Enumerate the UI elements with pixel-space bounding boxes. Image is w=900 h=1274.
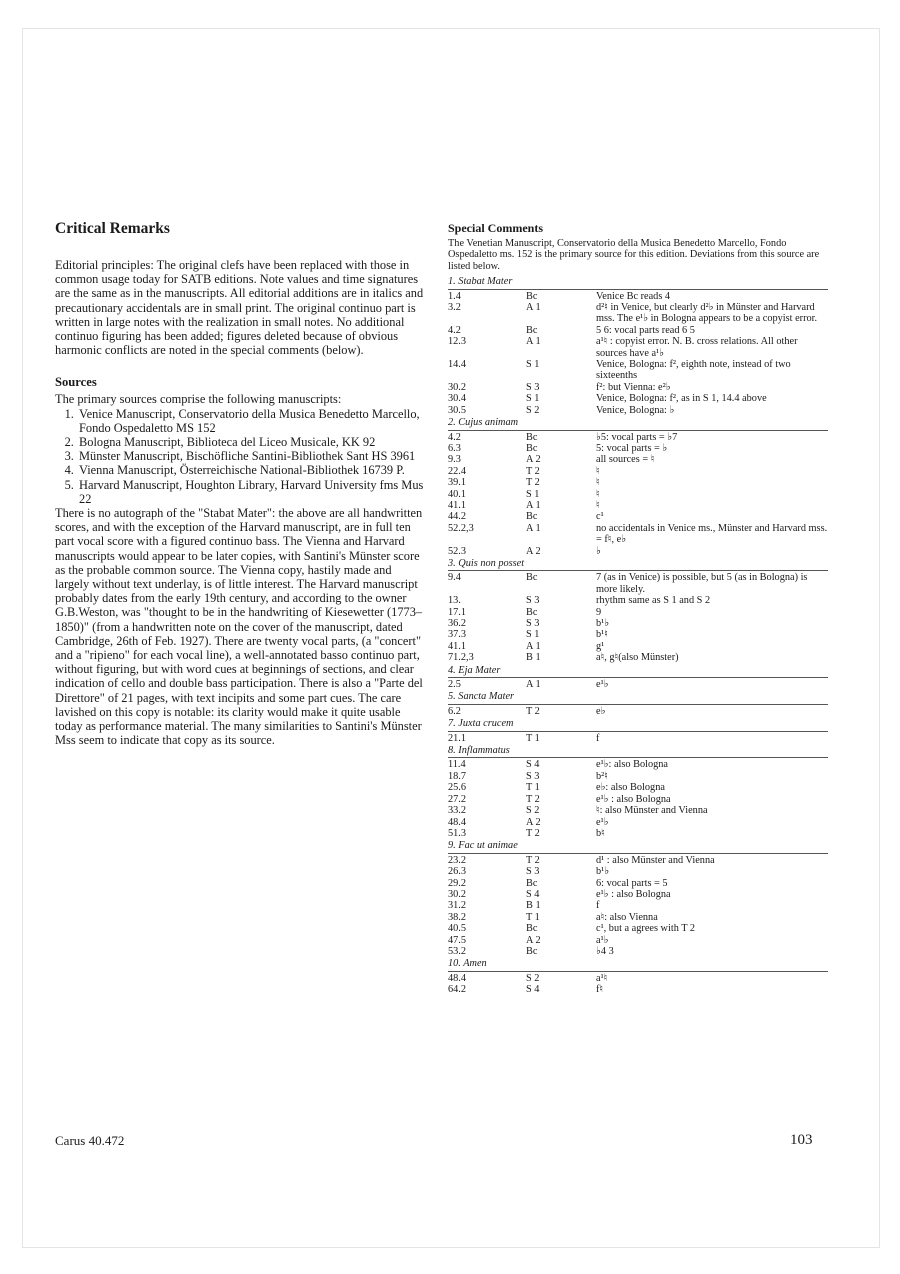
remark-row (448, 443, 828, 454)
part-cell: Bc (526, 290, 538, 302)
remark-row (448, 652, 828, 663)
note-cell: ♭ (596, 545, 601, 557)
measure-cell: 30.4 (448, 393, 467, 405)
remark-row (448, 935, 828, 946)
note-cell: 5: vocal parts = ♭ (596, 442, 668, 454)
note-cell: f²: but Vienna: e²♭ (596, 381, 671, 393)
part-cell: S 3 (526, 866, 540, 878)
part-cell: T 2 (526, 477, 540, 489)
remark-row (448, 912, 828, 923)
measure-cell: 44.2 (448, 511, 467, 523)
remark-row (448, 805, 828, 816)
remark-row (448, 771, 828, 782)
part-cell: T 1 (526, 732, 540, 744)
note-cell: d²♮ in Venice, but clearly d²♭ in Münster and Harvard mss. The e¹♭ in Bologna appears to be a copyist error. (596, 302, 818, 325)
measure-cell: 29.2 (448, 877, 467, 889)
remark-row (448, 706, 828, 717)
part-cell: A 1 (526, 336, 541, 348)
part-cell: Bc (526, 511, 538, 523)
remark-row (448, 382, 828, 393)
measure-cell: 36.2 (448, 618, 467, 629)
measure-cell: 6.3 (448, 442, 461, 454)
note-cell: d¹ : also Münster and Vienna (596, 854, 715, 866)
remark-row (448, 629, 828, 640)
part-cell: S 1 (526, 488, 540, 500)
measure-cell: 52.3 (448, 545, 467, 557)
note-cell: ♮ (596, 488, 600, 500)
remark-row (448, 336, 828, 359)
note-cell: e♭ (596, 705, 606, 717)
measure-cell: 1.4 (448, 290, 461, 302)
note-cell: ♮ (596, 465, 600, 477)
measure-cell: 3.2 (448, 302, 461, 314)
note-cell: no accidentals in Venice ms., Münster and Harvard mss. = f♮, e♭ (596, 522, 828, 546)
measure-cell: 41.1 (448, 640, 467, 652)
remark-row (448, 607, 828, 618)
note-cell: 7 (as in Venice) is possible, but 5 (as in Bologna) is more likely. (596, 572, 808, 595)
remark-row (448, 302, 828, 325)
note-cell: c¹, but a agrees with T 2 (596, 923, 696, 935)
remark-row (448, 794, 828, 805)
critical-remarks-column (55, 220, 427, 748)
measure-cell: 37.3 (448, 629, 467, 641)
section-title: 5. Sancta Mater (448, 691, 828, 704)
sources-intro: The primary sources comprise the following manuscripts: (55, 392, 342, 407)
part-cell: S 3 (526, 595, 540, 607)
section-title: 1. Stabat Mater (448, 276, 828, 289)
source-item: 3. Münster Manuscript, Bischöfliche Santini-Bibliothek Sant HS 3961 (77, 449, 427, 463)
note-cell: 9 (596, 606, 602, 618)
remark-row (448, 923, 828, 934)
measure-cell: 18.7 (448, 770, 467, 782)
remark-row (448, 828, 828, 839)
note-cell: b♮ (596, 827, 605, 839)
note-cell: all sources = ♮ (596, 454, 655, 466)
sources-heading: Sources (55, 375, 97, 390)
remark-row (448, 454, 828, 465)
note-cell: b¹♭ (596, 618, 610, 629)
part-cell: A 1 (526, 679, 541, 691)
part-cell: T 2 (526, 793, 540, 805)
page-title: Critical Remarks (55, 220, 170, 237)
remarks-sections (448, 276, 828, 995)
note-cell: e¹♭ : also Bologna (596, 793, 671, 805)
source-item: 4. Vienna Manuscript, Österreichische National-Bibliothek 16739 P. (77, 463, 427, 477)
note-cell: ♮ (596, 499, 600, 511)
part-cell: T 1 (526, 782, 540, 794)
remark-row (448, 759, 828, 770)
part-cell: S 4 (526, 759, 540, 771)
remark-row (448, 889, 828, 900)
special-comments-intro: The Venetian Manuscript, Conservatorio della Musica Benedetto Marcello, Fondo Ospedaletto ms. 152 is the primary source for this edition. Deviations from this source are listed below. (448, 238, 820, 272)
measure-cell: 4.2 (448, 324, 461, 336)
remark-row (448, 855, 828, 866)
part-cell: T 2 (526, 854, 540, 866)
remark-row (448, 393, 828, 404)
part-cell: S 3 (526, 618, 540, 629)
measure-cell: 9.3 (448, 454, 461, 466)
measure-cell: 9.4 (448, 572, 461, 584)
measure-cell: 26.3 (448, 866, 467, 878)
measure-cell: 51.3 (448, 827, 467, 839)
part-cell: A 1 (526, 640, 541, 652)
note-cell: 6: vocal parts = 5 (596, 877, 668, 889)
remarks-table (448, 432, 828, 557)
section-title: 10. Amen (448, 958, 828, 971)
measure-cell: 71.2,3 (448, 652, 474, 664)
note-cell: f♮ (596, 984, 604, 996)
part-cell: A 2 (526, 934, 541, 946)
part-cell: B 1 (526, 900, 541, 912)
remark-row (448, 489, 828, 500)
remark-row (448, 572, 828, 595)
note-cell: e¹♭: also Bologna (596, 759, 669, 771)
note-cell: Venice, Bologna: f², eighth note, instead of two sixteenths (596, 359, 791, 382)
part-cell: T 2 (526, 705, 540, 717)
part-cell: A 1 (526, 302, 541, 314)
remarks-table (448, 679, 828, 690)
remarks-table (448, 855, 828, 958)
remark-row (448, 291, 828, 302)
part-cell: T 1 (526, 911, 540, 923)
part-cell: A 2 (526, 454, 541, 466)
remark-row (448, 405, 828, 416)
remark-row (448, 946, 828, 957)
part-cell: Bc (526, 877, 538, 889)
part-cell: S 1 (526, 359, 540, 371)
remark-row (448, 973, 828, 984)
note-cell: b¹♮ (596, 629, 608, 641)
section-title: 7. Juxta crucem (448, 718, 828, 731)
measure-cell: 13. (448, 595, 461, 607)
section-title: 3. Quis non posset (448, 558, 828, 571)
special-comments-heading: Special Comments (448, 221, 543, 235)
measure-cell: 12.3 (448, 336, 467, 348)
source-item: 1. Venice Manuscript, Conservatorio della Musica Benedetto Marcello, Fondo Ospedaletto MS 152 (77, 407, 427, 435)
measure-cell: 64.2 (448, 984, 467, 996)
remark-row (448, 817, 828, 828)
part-cell: Bc (526, 606, 538, 618)
part-cell: A 2 (526, 545, 541, 557)
note-cell: Venice, Bologna: ♭ (596, 404, 675, 416)
measure-cell: 30.2 (448, 888, 467, 900)
part-cell: Bc (526, 923, 538, 935)
note-cell: a♮: also Vienna (596, 911, 658, 923)
part-cell: T 2 (526, 465, 540, 477)
measure-cell: 52.2,3 (448, 522, 474, 534)
part-cell: S 1 (526, 629, 540, 641)
part-cell: S 2 (526, 404, 540, 416)
remark-row (448, 546, 828, 557)
remark-row (448, 477, 828, 488)
remarks-table (448, 733, 828, 744)
note-cell: Venice, Bologna: f², as in S 1, 14.4 above (596, 393, 767, 405)
remark-row (448, 466, 828, 477)
remark-row (448, 641, 828, 652)
measure-cell: 25.6 (448, 782, 467, 794)
measure-cell: 30.5 (448, 404, 467, 416)
note-cell: f (596, 900, 600, 912)
remark-row (448, 782, 828, 793)
remarks-table (448, 572, 828, 663)
note-cell: a¹♭ (596, 934, 609, 946)
remarks-table (448, 973, 828, 996)
note-cell: b¹♭ (596, 866, 610, 878)
note-cell: b²♮ (596, 770, 608, 782)
part-cell: S 2 (526, 805, 540, 817)
part-cell: Bc (526, 442, 538, 454)
remark-row (448, 984, 828, 995)
remark-row (448, 733, 828, 744)
remark-row (448, 878, 828, 889)
part-cell: Bc (526, 324, 538, 336)
section-title: 9. Fac ut animae (448, 840, 828, 853)
measure-cell: 40.1 (448, 488, 467, 500)
remark-row (448, 523, 828, 546)
remark-row (448, 359, 828, 382)
note-cell: e¹♭ (596, 816, 609, 828)
part-cell: S 3 (526, 381, 540, 393)
note-cell: Venice Bc reads 4 (596, 290, 671, 302)
part-cell: A 2 (526, 816, 541, 828)
note-cell: ♮: also Münster and Vienna (596, 805, 708, 817)
measure-cell: 14.4 (448, 359, 467, 371)
part-cell: S 4 (526, 888, 540, 900)
measure-cell: 2.5 (448, 679, 461, 691)
part-cell: A 1 (526, 499, 541, 511)
note-cell: 5 6: vocal parts read 6 5 (596, 324, 695, 336)
part-cell: S 2 (526, 972, 540, 984)
note-cell: f (596, 732, 600, 744)
part-cell: S 1 (526, 393, 540, 405)
section-title: 8. Inflammatus (448, 745, 828, 758)
measure-cell: 33.2 (448, 805, 467, 817)
measure-cell: 39.1 (448, 477, 467, 489)
note-cell: ♮ (596, 477, 600, 489)
section-title: 4. Eja Mater (448, 665, 828, 678)
part-cell: B 1 (526, 652, 541, 664)
note-cell: a♮, g♮(also Münster) (596, 652, 679, 664)
remark-row (448, 866, 828, 877)
remark-row (448, 679, 828, 690)
remarks-table (448, 706, 828, 717)
sources-discussion-paragraph: There is no autograph of the "Stabat Mater": the above are all handwritten scores, and with the exception of the Harvard manuscript, are in full ten part vocal score with a figured continuo bass. The Vienna and Harvard manuscripts would appear to be later copies, with Santini's Münster score as the probable common source. The Vienna copy, hastily made and largely without text underlay, is of little interest. The Harvard manuscript probably dates from the early 19th century, and according to the owner G.B.Weston, was "thought to be in the handwriting of Kiesewetter (1773–1850)" (from a handwritten note on the cover of the manuscript, dated Cambridge, 26th of Feb. 1927). There are twenty vocal parts, (a "concert" and a "ripieno" for each vocal line), a well-annotated basso continuo part, without figuring, but with word cues at beginnings of sections, and clear indication of cello and double bass participation. There is also a "Parte del Direttore" of 21 pages, with text incipits and some part cues. The care lavished on this copy is notable: its clarity would make it quite usable today as performance material. The many similarities to Santini's Münster Mss seem to indicate that copy as its source. (55, 506, 423, 748)
remarks-table (448, 291, 828, 416)
source-item: 2. Bologna Manuscript, Biblioteca del Liceo Musicale, KK 92 (77, 435, 427, 449)
remark-row (448, 511, 828, 522)
remark-row (448, 900, 828, 911)
measure-cell: 48.4 (448, 816, 467, 828)
measure-cell: 6.2 (448, 705, 461, 717)
part-cell: T 2 (526, 827, 540, 839)
remarks-table (448, 759, 828, 839)
page-number: 103 (790, 1132, 813, 1148)
measure-cell: 41.1 (448, 499, 467, 511)
measure-cell: 38.2 (448, 911, 467, 923)
remark-row (448, 500, 828, 511)
measure-cell: 4.2 (448, 431, 461, 443)
note-cell: ♭5: vocal parts = ♭7 (596, 431, 678, 443)
remark-row (448, 325, 828, 336)
note-cell: a¹♮ (596, 972, 608, 984)
part-cell: S 4 (526, 984, 540, 996)
measure-cell: 48.4 (448, 972, 467, 984)
sources-list (55, 407, 427, 506)
special-comments-column (448, 222, 828, 996)
note-cell: rhythm same as S 1 and S 2 (596, 595, 711, 607)
measure-cell: 30.2 (448, 381, 467, 393)
section-title: 2. Cujus animam (448, 417, 828, 430)
note-cell: ♭4 3 (596, 945, 614, 957)
part-cell: Bc (526, 572, 538, 584)
remark-row (448, 595, 828, 606)
measure-cell: 17.1 (448, 606, 467, 618)
part-cell: A 1 (526, 522, 541, 534)
measure-cell: 53.2 (448, 945, 467, 957)
note-cell: e♭: also Bologna (596, 782, 665, 794)
part-cell: Bc (526, 431, 538, 443)
measure-cell: 21.1 (448, 732, 467, 744)
measure-cell: 23.2 (448, 854, 467, 866)
measure-cell: 11.4 (448, 759, 466, 771)
catalog-number: Carus 40.472 (55, 1133, 125, 1148)
source-item: 5. Harvard Manuscript, Houghton Library, Harvard University fms Mus 22 (77, 478, 427, 506)
note-cell: a¹♮ : copyist error. N. B. cross relations. All other sources have a¹♭ (596, 336, 798, 359)
remark-row (448, 432, 828, 443)
measure-cell: 47.5 (448, 934, 467, 946)
note-cell: e¹♭ : also Bologna (596, 888, 671, 900)
editorial-principles-paragraph: Editorial principles: The original clefs have been replaced with those in common usage today for SATB editions. Note values and time signatures are the same as in the manuscripts. All editorial additions are in italics and precautionary accidentals are in small print. The original continuo part is written in large notes with the realization in small notes. No additional continuo figuring has been added; figures deleted because of obvious harmonic conflicts are noted in the special comments (below). (55, 258, 424, 358)
remark-row (448, 618, 828, 629)
note-cell: e¹♭ (596, 679, 609, 691)
measure-cell: 40.5 (448, 923, 467, 935)
note-cell: c¹ (596, 511, 604, 523)
part-cell: Bc (526, 945, 538, 957)
measure-cell: 27.2 (448, 793, 467, 805)
part-cell: S 3 (526, 770, 540, 782)
measure-cell: 31.2 (448, 900, 467, 912)
measure-cell: 22.4 (448, 465, 467, 477)
note-cell: g¹ (596, 640, 605, 652)
